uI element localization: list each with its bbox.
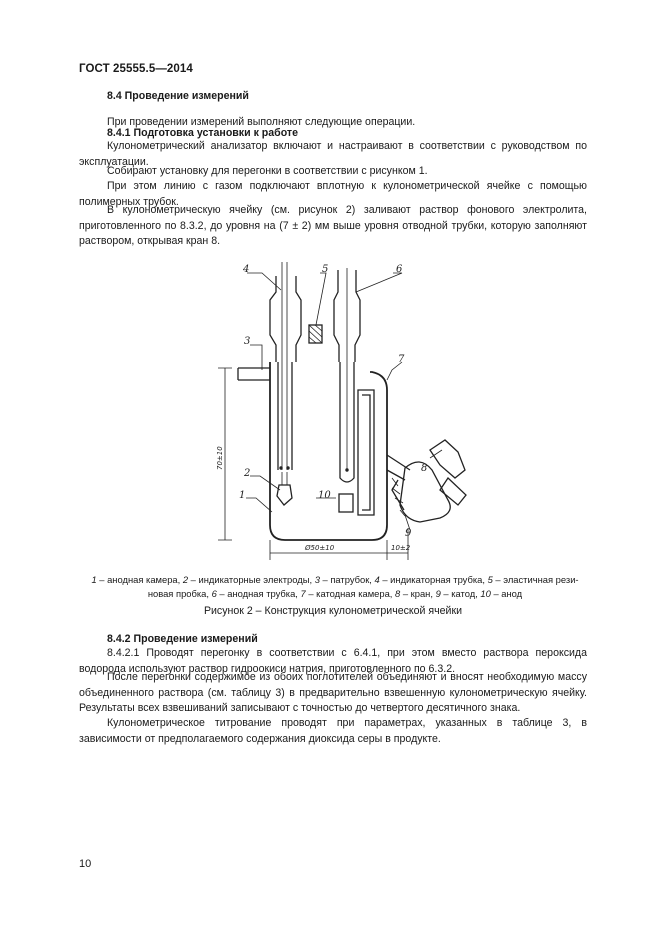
paragraph-distillation: 8.4.2.1 Проводят перегонку в соответствии с 6.4.1, при этом вместо раствора пероксида водорода используют раствор гидроокиси натрия, приготовленного по 6.3.2. [79,647,587,675]
paragraph-fill-cell: В кулонометрическую ячейку (см. рисунок 2) заливают раствор фонового электролита, приготовленного по 8.3.2, до уровня на (7 ± 2) мм выше уровня отводной трубки, которую заполняют раствором, открывая кран 8. [79,204,587,247]
paragraph-combine-solution: После перегонки содержимое из обоих поглотителей объединяют и вносят необходимую массу объединенного раствора (см. таблицу 3) в предварительно взвешенную кулонометрическую ячейку. Результаты всех взвешиваний записывают с точностью до четвертого десятичного знака. [79,671,587,714]
callout-label-8: 8 [421,463,428,474]
callout-label-1: 1 [239,490,246,501]
callout-label-7: 7 [398,354,405,365]
figure-legend [85,573,585,600]
callout-label-4: 4 [243,264,250,275]
subsection-title-measurements: 8.4.2 Проведение измерений [107,633,258,645]
legend-line-1: 1 – анодная камера, 2 – индикаторные электроды, 3 – патрубок, 4 – индикаторная трубка, 5 – эластичная рези- [91,574,579,585]
document-header: ГОСТ 25555.5—2014 [79,63,193,75]
callout-label-6: 6 [396,264,403,275]
figure-caption: Рисунок 2 – Конструкция кулонометрической ячейки [203,605,463,617]
paragraph-gas-line: При этом линию с газом подключают вплотную к кулонометрической ячейке с помощью полимерных трубок. [79,180,587,208]
svg-text:10±2: 10±2 [391,544,411,552]
paragraph-analyzer: Кулонометрический анализатор включают и настраивают в соответствии с руководством по эксплуатации. [79,140,587,168]
page-number: 10 [79,858,92,870]
legend-line-2: новая пробка, 6 – анодная трубка, 7 – катодная камера, 8 – кран, 9 – катод, 10 – анод [147,587,523,599]
callout-label-5: 5 [322,264,329,275]
paragraph-intro: При проведении измерений выполняют следующие операции. [107,116,416,128]
svg-text:70±10: 70±10 [216,446,224,470]
callout-label-9: 9 [405,528,412,539]
callout-label-3: 3 [244,336,251,347]
callout-label-10: 10 [318,490,331,501]
callout-label-2: 2 [244,468,251,479]
svg-text:Ø50±10: Ø50±10 [305,544,335,552]
paragraph-titration: Кулонометрическое титрование проводят при параметрах, указанных в таблице 3, в зависимости от предполагаемого содержания диоксида серы в продукте. [79,717,587,745]
section-title: 8.4 Проведение измерений [107,90,249,102]
subsection-title-preparation: 8.4.1 Подготовка установки к работе [107,127,299,139]
paragraph-assembly: Собирают установку для перегонки в соответствии с рисунком 1. [107,165,428,177]
